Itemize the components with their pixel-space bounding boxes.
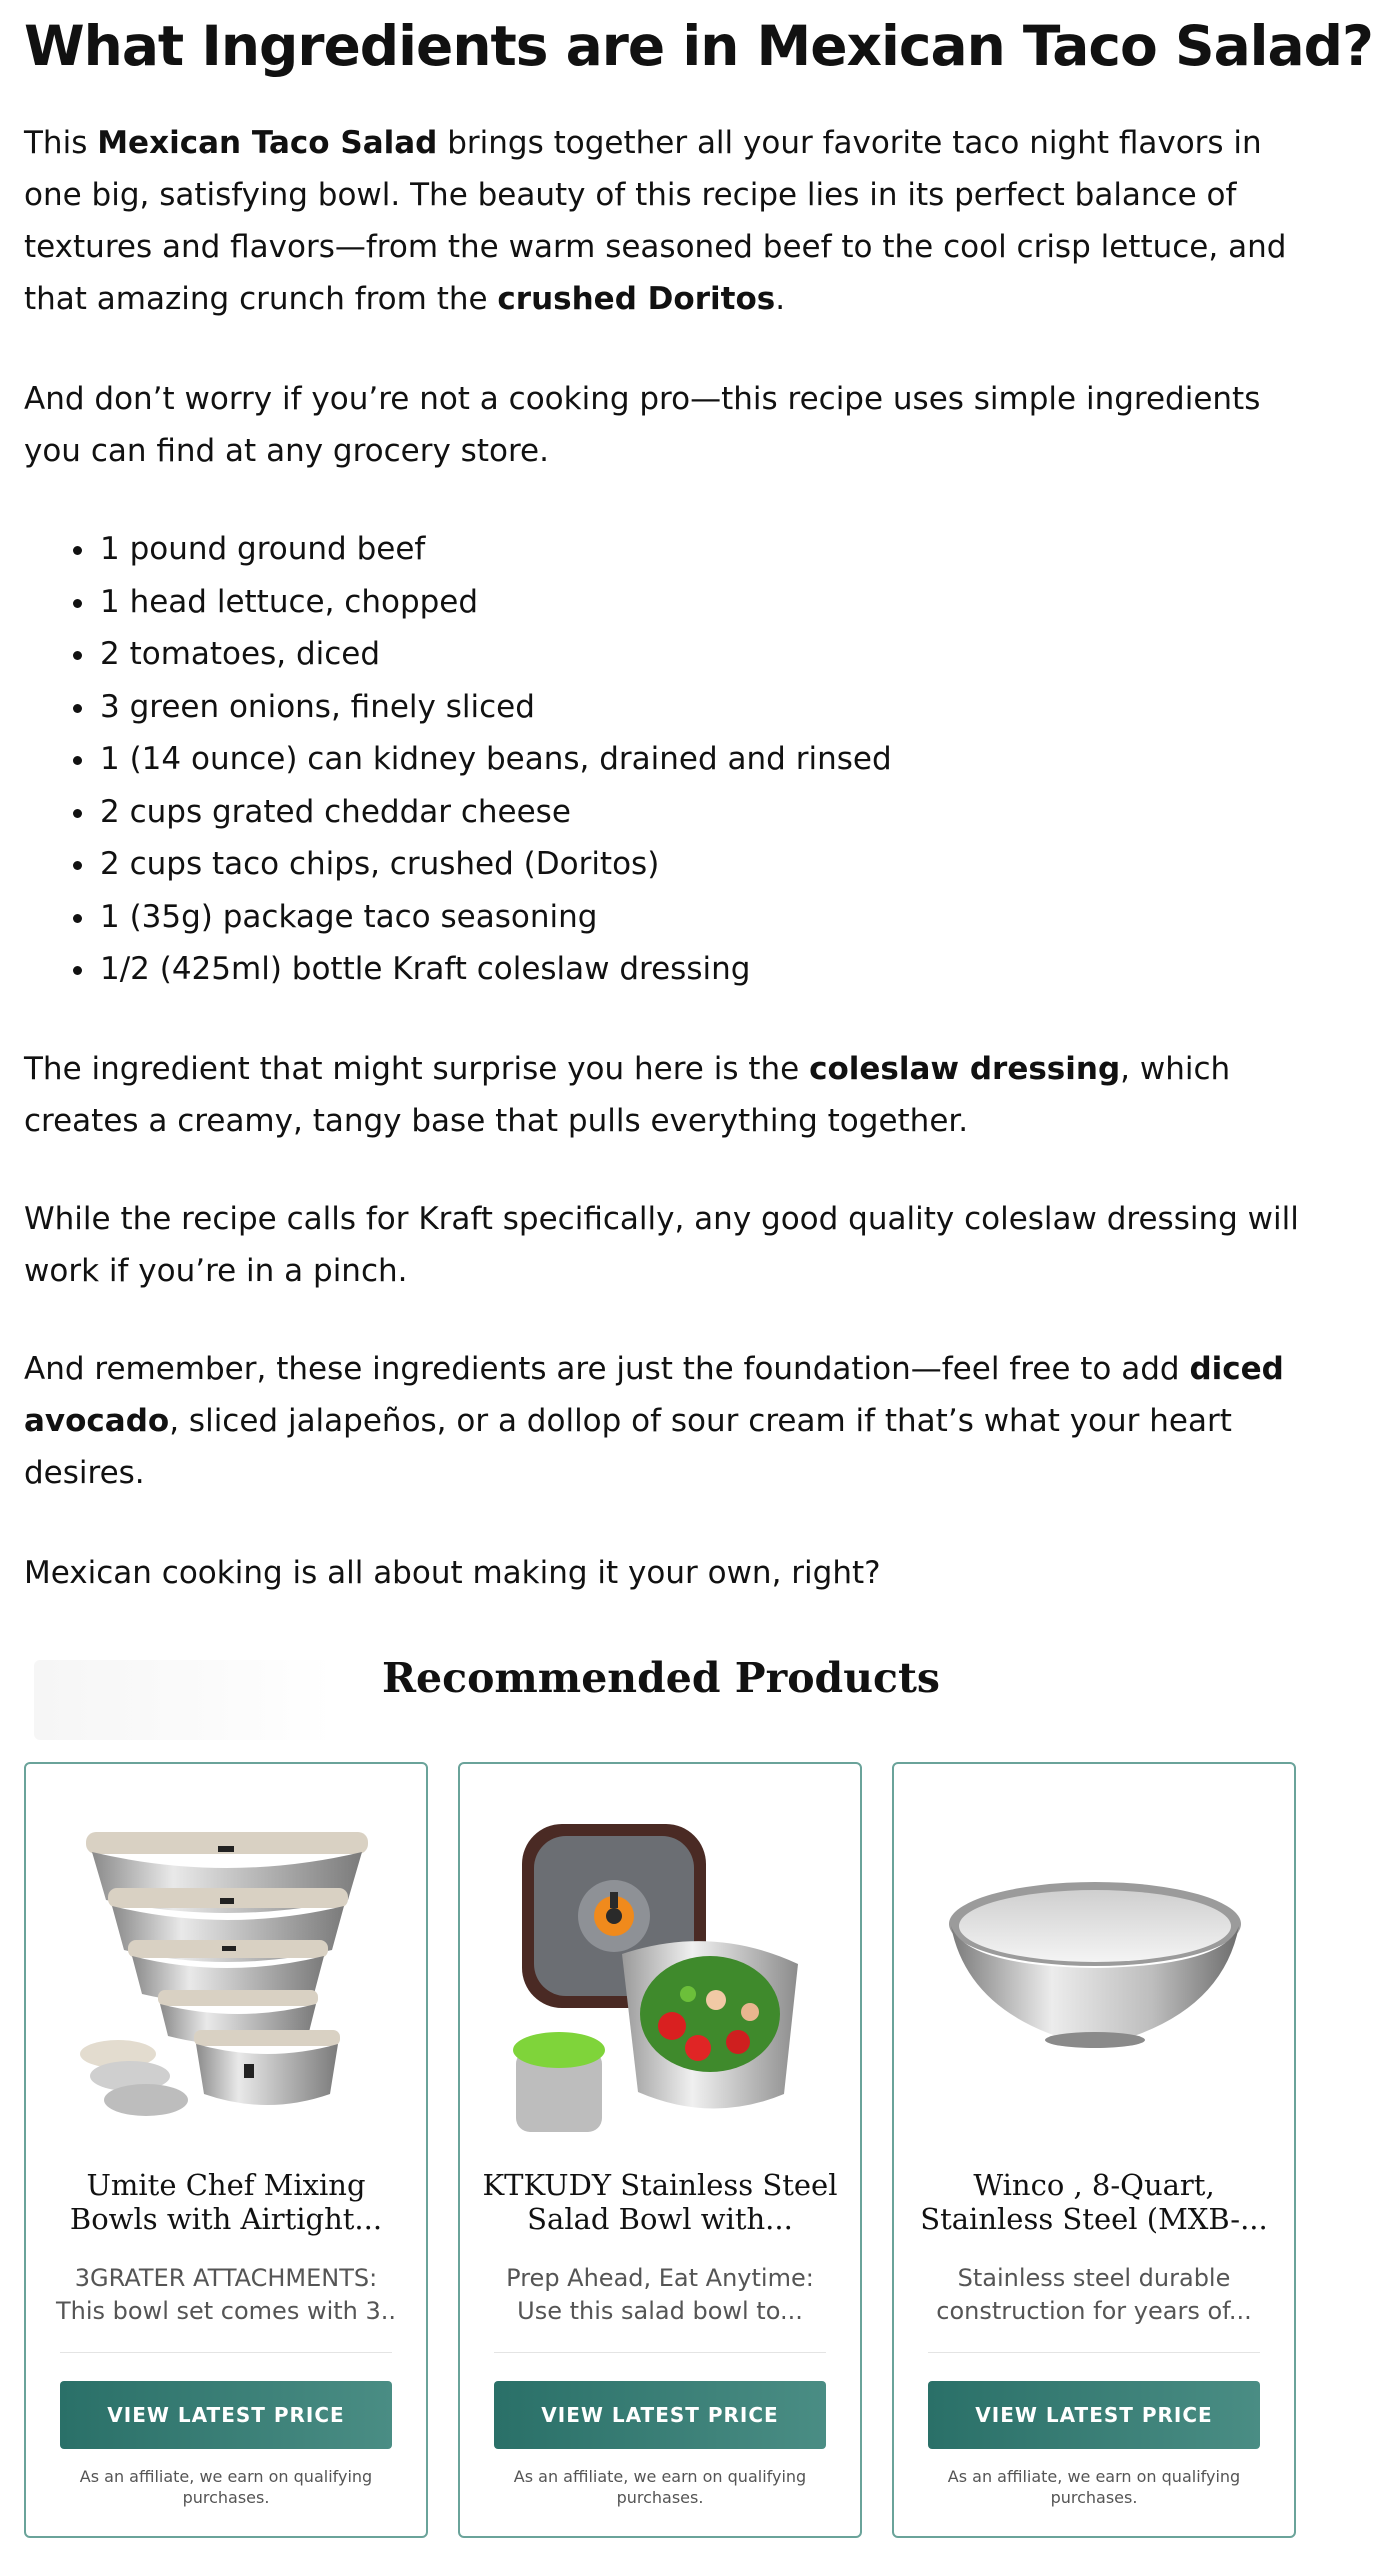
article-heading: What Ingredients are in Mexican Taco Salad?: [24, 14, 1373, 78]
intro-text-3: .: [775, 281, 786, 317]
salad-bowl-icon: [502, 1804, 820, 2144]
foundation-bold: diced avocado: [24, 1351, 1284, 1439]
list-item: • 1 head lettuce, chopped: [98, 576, 892, 629]
product-description: Prep Ahead, Eat Anytime: Use this salad bowl to...: [506, 2264, 814, 2325]
paragraph-closing: Mexican cooking is all about making it your own, right?: [24, 1555, 881, 1591]
product-name[interactable]: Winco , 8-Quart, Stainless Steel (MXB-...: [920, 2168, 1268, 2236]
list-item: • 1 pound ground beef: [98, 523, 892, 576]
coleslaw-text-1: The ingredient that might surprise you here is the: [24, 1051, 810, 1087]
coleslaw-bold: coleslaw dressing: [809, 1051, 1121, 1087]
paragraph-simple-ingredients: And don’t worry if you’re not a cooking pro—this recipe uses simple ingredients you can find at any grocery store.: [24, 381, 1261, 469]
view-latest-price-button[interactable]: VIEW LATEST PRICE: [60, 2381, 392, 2449]
intro-text-2: brings together all your favorite taco night flavors in one big, satisfying bowl. The beauty of this recipe lies in its perfect balance of textures and flavors—from the warm seasoned beef to the cool crisp lettuce, and that amazing crunch from the: [24, 125, 1287, 317]
foundation-text-1: And remember, these ingredients are just the foundation—feel free to add: [24, 1351, 1190, 1387]
card-divider: [60, 2352, 392, 2353]
view-latest-price-button[interactable]: VIEW LATEST PRICE: [928, 2381, 1260, 2449]
intro-text-1: This: [24, 125, 98, 161]
paragraph-foundation: [24, 1343, 1324, 1499]
steel-bowl-image[interactable]: [936, 1804, 1254, 2144]
mixing-bowls-image[interactable]: [68, 1804, 386, 2144]
paragraph-kraft: While the recipe calls for Kraft specifically, any good quality coleslaw dressing will work if you’re in a pinch.: [24, 1201, 1299, 1289]
product-description: 3GRATER ATTACHMENTS: This bowl set comes with 3..: [55, 2264, 397, 2325]
list-item: • 2 tomatoes, diced: [98, 628, 892, 681]
affiliate-note: As an affiliate, we earn on qualifying purchases.: [79, 2467, 373, 2507]
ingredients-list: [70, 523, 892, 996]
foundation-text-2: , sliced jalapeños, or a dollop of sour cream if that’s what your heart desires.: [24, 1403, 1232, 1491]
affiliate-note: As an affiliate, we earn on qualifying purchases.: [947, 2467, 1241, 2507]
steel-bowl-icon: [936, 1804, 1254, 2144]
list-item: • 2 cups grated cheddar cheese: [98, 786, 892, 839]
card-divider: [928, 2352, 1260, 2353]
coleslaw-text-2: , which creates a creamy, tangy base that pulls everything together.: [24, 1051, 1231, 1139]
product-card: [458, 1762, 862, 2538]
product-name[interactable]: KTKUDY Stainless Steel Salad Bowl with...: [482, 2168, 838, 2236]
product-name[interactable]: Umite Chef Mixing Bowls with Airtight...: [69, 2168, 383, 2236]
product-card: [24, 1762, 428, 2538]
mixing-bowls-icon: [68, 1804, 386, 2144]
list-item: • 3 green onions, finely sliced: [98, 681, 892, 734]
view-latest-price-button[interactable]: VIEW LATEST PRICE: [494, 2381, 826, 2449]
list-item: • 1/2 (425ml) bottle Kraft coleslaw dressing: [98, 943, 892, 996]
intro-paragraph: [24, 117, 1324, 325]
recommended-products-title: Recommended Products: [381, 1654, 941, 1702]
paragraph-coleslaw: [24, 1043, 1324, 1147]
intro-bold-1: Mexican Taco Salad: [97, 125, 438, 161]
product-description: Stainless steel durable construction for years of...: [936, 2264, 1252, 2325]
intro-bold-2: crushed Doritos: [497, 281, 776, 317]
salad-bowl-image[interactable]: [502, 1804, 820, 2144]
list-item: • 1 (35g) package taco seasoning: [98, 891, 892, 944]
list-item: • 2 cups taco chips, crushed (Doritos): [98, 838, 892, 891]
list-item: • 1 (14 ounce) can kidney beans, drained and rinsed: [98, 733, 892, 786]
card-divider: [494, 2352, 826, 2353]
product-card: [892, 1762, 1296, 2538]
affiliate-note: As an affiliate, we earn on qualifying purchases.: [513, 2467, 807, 2507]
